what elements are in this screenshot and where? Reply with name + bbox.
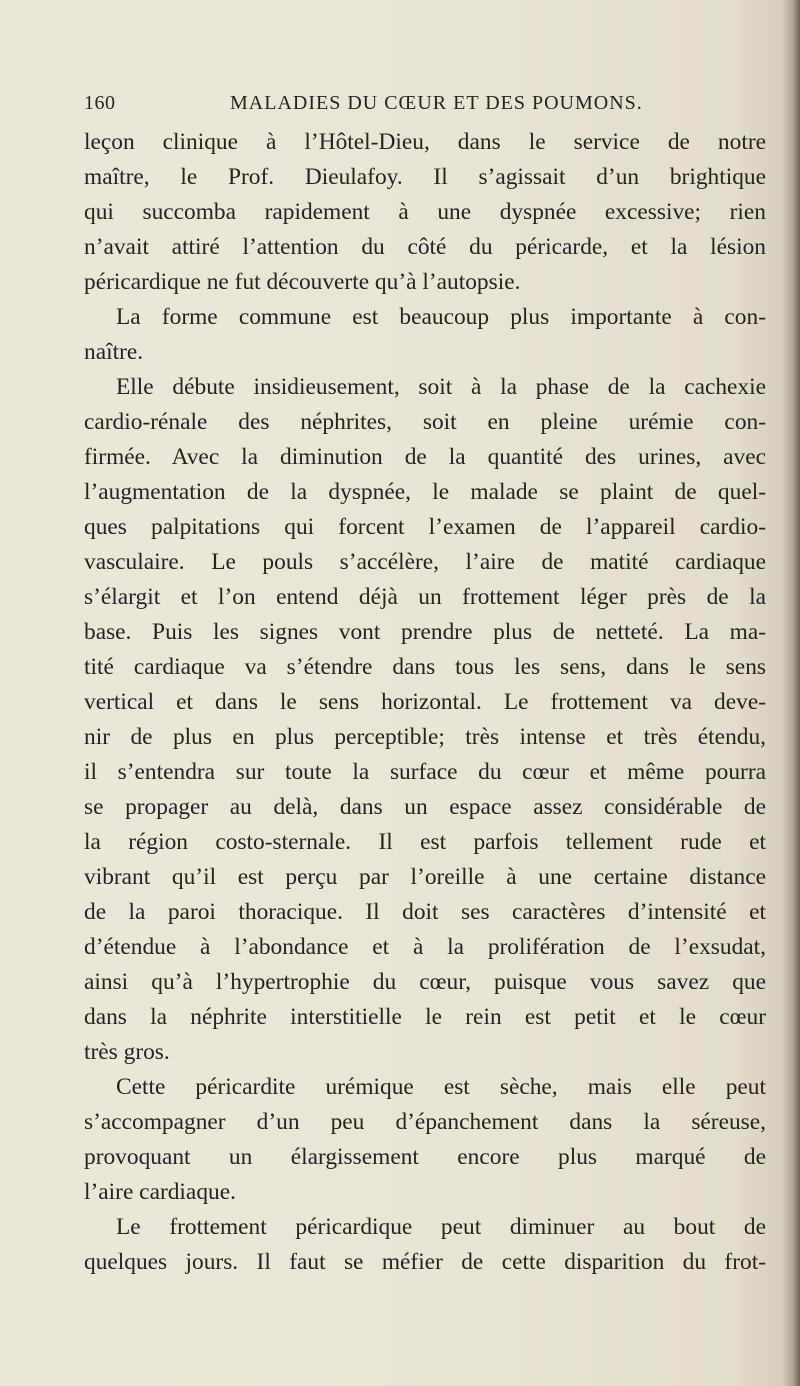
page-header [84,92,764,120]
text-line: très gros. [84,1039,170,1065]
page-edge-shadow [782,0,800,1386]
text-line: se propager au delà, dans un espace assez considérable de [84,794,766,820]
text-line: dans la néphrite interstitielle le rein est petit et le cœur [84,1004,766,1030]
text-line: provoquant un élargissement encore plus marqué de [84,1144,766,1170]
text-line: s’élargit et l’on entend déjà un frottement léger près de la [84,584,766,610]
page-number: 160 [84,92,116,114]
text-line: firmée. Avec la diminution de la quantité des urines, avec [84,444,766,470]
text-line: La forme commune est beaucoup plus importante à con- [116,304,766,330]
text-line: qui succomba rapidement à une dyspnée excessive; rien [84,199,766,225]
text-line: ques palpitations qui forcent l’examen de l’appareil cardio- [84,514,766,540]
running-title: MALADIES DU CŒUR ET DES POUMONS. [230,92,643,114]
text-line: leçon clinique à l’Hôtel-Dieu, dans le service de notre [84,129,766,155]
text-line: Elle débute insidieusement, soit à la phase de la cachexie [116,374,766,400]
text-line: ainsi qu’à l’hypertrophie du cœur, puisque vous savez que [84,969,766,995]
text-line: d’étendue à l’abondance et à la prolifération de l’exsudat, [84,934,766,960]
text-line: Le frottement péricardique peut diminuer au bout de [116,1214,766,1240]
text-line: l’augmentation de la dyspnée, le malade se plaint de quel- [84,479,766,505]
text-line: nir de plus en plus perceptible; très intense et très étendu, [84,724,766,750]
text-line: de la paroi thoracique. Il doit ses caractères d’intensité et [84,899,766,925]
text-line: vertical et dans le sens horizontal. Le frottement va deve- [84,689,766,715]
body-text [84,125,766,1280]
text-line: naître. [84,339,144,365]
text-line: l’aire cardiaque. [84,1179,236,1205]
text-line: quelques jours. Il faut se méfier de cette disparition du frot- [84,1249,766,1275]
text-line: tité cardiaque va s’étendre dans tous les sens, dans le sens [84,654,766,680]
text-line: n’avait attiré l’attention du côté du péricarde, et la lésion [84,234,766,260]
text-line: vibrant qu’il est perçu par l’oreille à une certaine distance [84,864,766,890]
text-line: la région costo-sternale. Il est parfois tellement rude et [84,829,766,855]
text-line: vasculaire. Le pouls s’accélère, l’aire de matité cardiaque [84,549,766,575]
text-line: base. Puis les signes vont prendre plus de netteté. La ma- [84,619,766,645]
text-line: s’accompagner d’un peu d’épanchement dans la séreuse, [84,1109,766,1135]
text-line: il s’entendra sur toute la surface du cœur et même pourra [84,759,766,785]
text-line: péricardique ne fut découverte qu’à l’autopsie. [84,269,521,295]
text-line: maître, le Prof. Dieulafoy. Il s’agissait d’un brightique [84,164,766,190]
text-line: cardio-rénale des néphrites, soit en pleine urémie con- [84,409,766,435]
text-line: Cette péricardite urémique est sèche, mais elle peut [116,1074,766,1100]
